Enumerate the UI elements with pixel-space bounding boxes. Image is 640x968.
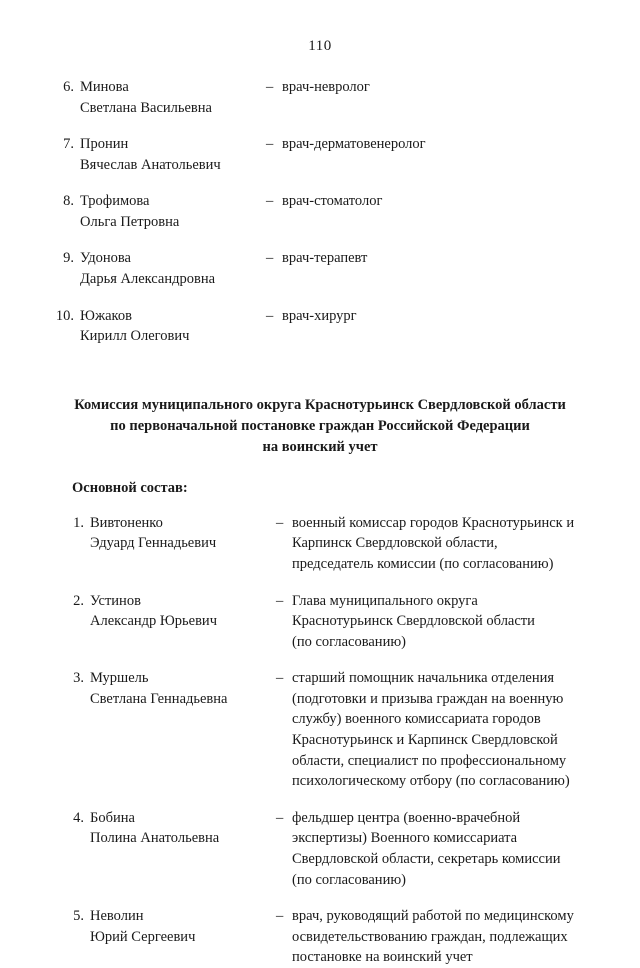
person-name	[90, 668, 276, 709]
heading-line: по первоначальной постановке граждан Российской Федерации	[110, 417, 530, 434]
role-line: области, специалист по профессиональному	[292, 752, 567, 769]
list-item	[46, 591, 594, 653]
commission-heading	[46, 395, 594, 458]
role-line: врач, руководящий работой по медицинскому	[292, 908, 574, 925]
role-line: постановке на воинский учет	[292, 949, 473, 966]
person-name-line: Ольга Петровна	[80, 213, 180, 230]
person-name-line: Полина Анатольевна	[90, 830, 220, 847]
person-name-line: Муршель	[90, 670, 149, 687]
heading-line: Комиссия муниципального округа Краснотурьинск Свердловской области	[74, 396, 566, 413]
person-role	[292, 591, 594, 653]
person-name-line: Александр Юрьевич	[90, 613, 217, 630]
role-line: экспертизы) Военного комиссариата	[292, 830, 518, 847]
role-line: Свердловской области, секретарь комиссии	[292, 850, 561, 867]
person-name-line: Устинов	[90, 592, 141, 609]
item-number: 6.	[63, 79, 74, 95]
role-line: врач-невролог	[282, 79, 370, 95]
person-name-line: Вячеслав Анатольевич	[80, 156, 221, 173]
dash-separator: –	[276, 670, 284, 687]
person-name	[90, 591, 276, 632]
person-name-line: Вивтоненко	[90, 514, 163, 531]
list-item	[46, 513, 594, 575]
person-name-line: Неволин	[90, 908, 144, 925]
person-name	[80, 77, 266, 118]
person-role	[282, 191, 594, 212]
dash-separator: –	[266, 79, 274, 95]
item-number: 4.	[73, 809, 84, 826]
person-name	[90, 513, 276, 554]
person-role	[282, 77, 594, 98]
role-line: Краснотурьинск и Карпинск Свердловской	[292, 732, 558, 749]
role-line: (по согласованию)	[292, 633, 406, 650]
commission-members-list	[46, 513, 594, 968]
list-item	[46, 77, 594, 118]
doctors-list	[46, 77, 594, 347]
heading-line: на воинский учет	[262, 438, 378, 455]
person-name	[90, 906, 276, 947]
person-name-line: Минова	[80, 79, 129, 95]
dash-separator: –	[276, 809, 284, 826]
role-line: (подготовки и призыва граждан на военную	[292, 690, 564, 707]
item-number: 10.	[55, 307, 74, 324]
person-name-line: Пронин	[80, 136, 129, 153]
role-line: врач-стоматолог	[282, 193, 383, 210]
list-item	[46, 808, 594, 890]
person-name-line: Светлана Васильевна	[80, 99, 212, 116]
role-line: врач-хирург	[282, 307, 357, 324]
person-name-line: Кирилл Олегович	[80, 328, 190, 345]
person-role	[282, 306, 594, 327]
role-line: председатель комиссии (по согласованию)	[292, 555, 554, 572]
page-number: 110	[308, 38, 332, 54]
person-role	[282, 134, 594, 155]
dash-separator: –	[266, 136, 274, 153]
item-number: 9.	[63, 250, 74, 267]
dash-separator: –	[266, 307, 274, 324]
role-line: психологическому отбору (по согласованию)	[292, 773, 570, 790]
person-role	[292, 513, 594, 575]
item-number: 2.	[73, 592, 84, 609]
role-line: старший помощник начальника отделения	[292, 670, 555, 687]
person-name-line: Светлана Геннадьевна	[90, 690, 228, 707]
dash-separator: –	[266, 193, 274, 210]
dash-separator: –	[276, 592, 284, 609]
list-item	[46, 906, 594, 968]
dash-separator: –	[276, 908, 284, 925]
subheading-main-composition: Основной состав:	[72, 479, 188, 496]
person-name	[80, 134, 266, 175]
person-name-line: Бобина	[90, 809, 135, 826]
item-number: 3.	[73, 670, 84, 687]
role-line: Краснотурьинск Свердловской области	[292, 613, 535, 630]
item-number: 5.	[73, 908, 84, 925]
list-item	[46, 668, 594, 791]
person-name-line: Эдуард Геннадьевич	[90, 535, 217, 552]
item-number: 1.	[73, 514, 84, 531]
role-line: военный комиссар городов Краснотурьинск и	[292, 514, 575, 531]
role-line: службу) военного комиссариата городов	[292, 711, 541, 728]
person-name-line: Дарья Александровна	[80, 271, 216, 288]
role-line: Карпинск Свердловской области,	[292, 535, 498, 552]
person-name-line: Юрий Сергеевич	[90, 928, 196, 945]
person-name-line: Южаков	[80, 307, 132, 324]
role-line: фельдшер центра (военно-врачебной	[292, 809, 521, 826]
person-name	[80, 248, 266, 289]
person-role	[292, 668, 594, 791]
role-line: Глава муниципального округа	[292, 592, 478, 609]
dash-separator: –	[276, 514, 284, 531]
person-name	[90, 808, 276, 849]
person-role	[292, 808, 594, 890]
dash-separator: –	[266, 250, 274, 267]
list-item	[46, 134, 594, 175]
list-item	[46, 191, 594, 232]
person-name-line: Трофимова	[80, 193, 150, 210]
section-spacer	[46, 363, 594, 381]
list-item	[46, 248, 594, 289]
person-role	[292, 906, 594, 968]
role-line: (по согласованию)	[292, 871, 406, 888]
person-role	[282, 248, 594, 269]
role-line: врач-терапевт	[282, 250, 368, 267]
role-line: врач-дерматовенеролог	[282, 136, 426, 153]
person-name	[80, 191, 266, 232]
list-item	[46, 306, 594, 347]
role-line: освидетельствованию граждан, подлежащих	[292, 928, 568, 945]
item-number: 8.	[63, 193, 74, 210]
person-name-line: Удонова	[80, 250, 131, 267]
item-number: 7.	[63, 136, 74, 153]
person-name	[80, 306, 266, 347]
